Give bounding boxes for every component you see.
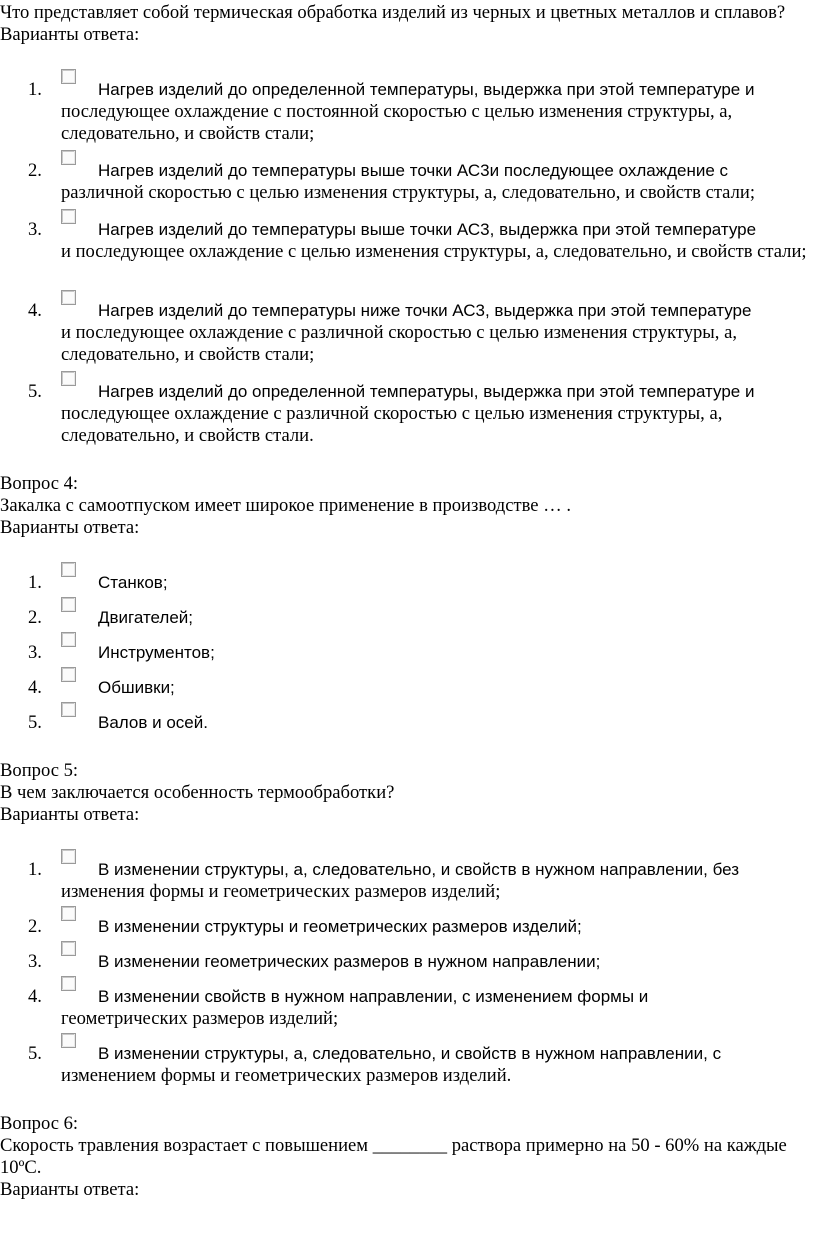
- answer-list: [0, 859, 816, 1087]
- answer-option: [0, 642, 816, 664]
- checkbox-icon[interactable]: [61, 702, 76, 717]
- question-block: [0, 760, 816, 1087]
- checkbox-icon[interactable]: [61, 667, 76, 682]
- answer-option: [0, 986, 816, 1030]
- answer-first-line: Нагрев изделий до температуры ниже точки АС3, выдержка при этой температуре: [98, 301, 752, 320]
- answer-rest: различной скоростью с целью изменения структуры, а, следовательно, и свойств стали;: [61, 182, 755, 203]
- answer-number: 5.: [28, 1043, 42, 1064]
- answer-first-line: Станков;: [98, 573, 168, 592]
- answer-option: [0, 607, 816, 629]
- answer-first-line: В изменении структуры и геометрических размеров изделий;: [98, 917, 582, 936]
- answer-first-line: Нагрев изделий до температуры выше точки АС3, выдержка при этой температуре: [98, 220, 757, 239]
- answer-option: [0, 300, 816, 366]
- checkbox-icon[interactable]: [61, 209, 76, 224]
- variants-label: Варианты ответа:: [0, 1179, 140, 1200]
- question-text: Закалка с самоотпуском имеет широкое применение в производстве … .: [0, 495, 572, 516]
- answer-option: [0, 712, 816, 734]
- question-text: Скорость травления возрастает с повышением ________ раствора примерно на 50 - 60% на каждые 10ºС.: [0, 1135, 787, 1178]
- checkbox-icon[interactable]: [61, 976, 76, 991]
- question-block: [0, 2, 816, 447]
- answer-option: [0, 572, 816, 594]
- answer-rest: и последующее охлаждение с различной скоростью с целью изменения структуры, а, следовательно, и свойств стали;: [61, 322, 737, 365]
- answer-first-line: В изменении геометрических размеров в нужном направлении;: [98, 952, 601, 971]
- answer-number: 3.: [28, 951, 42, 972]
- answer-number: 1.: [28, 859, 42, 880]
- answer-option: [0, 160, 816, 204]
- answer-first-line: В изменении структуры, а, следовательно, и свойств в нужном направлении, без: [98, 860, 740, 879]
- answer-number: 4.: [28, 300, 42, 321]
- answer-number: 3.: [28, 642, 42, 663]
- answer-first-line: Валов и осей.: [98, 713, 208, 732]
- answer-first-line: Двигателей;: [98, 608, 194, 627]
- answer-option: [0, 951, 816, 973]
- answer-number: 1.: [28, 79, 42, 100]
- question-header: Вопрос 5:: [0, 760, 79, 781]
- answer-first-line: Обшивки;: [98, 678, 175, 697]
- answer-first-line: Инструментов;: [98, 643, 215, 662]
- variants-label: Варианты ответа:: [0, 517, 140, 538]
- answer-option: [0, 1043, 816, 1087]
- checkbox-icon[interactable]: [61, 69, 76, 84]
- checkbox-icon[interactable]: [61, 371, 76, 386]
- question-header: Вопрос 4:: [0, 473, 79, 494]
- answer-number: 4.: [28, 677, 42, 698]
- answer-list: [0, 79, 816, 447]
- answer-first-line: В изменении свойств в нужном направлении, с изменением формы и: [98, 987, 649, 1006]
- question-block: [0, 473, 816, 734]
- answer-rest: изменения формы и геометрических размеров изделий;: [61, 881, 501, 902]
- answer-first-line: Нагрев изделий до определенной температуры, выдержка при этой температуре и: [98, 80, 755, 99]
- answer-option: [0, 79, 816, 145]
- checkbox-icon[interactable]: [61, 849, 76, 864]
- answer-number: 5.: [28, 712, 42, 733]
- checkbox-icon[interactable]: [61, 562, 76, 577]
- answer-option: [0, 677, 816, 699]
- checkbox-icon[interactable]: [61, 941, 76, 956]
- answer-number: 5.: [28, 381, 42, 402]
- answer-number: 1.: [28, 572, 42, 593]
- checkbox-icon[interactable]: [61, 1033, 76, 1048]
- answer-number: 2.: [28, 160, 42, 181]
- answer-rest: последующее охлаждение с постоянной скоростью с целью изменения структуры, а, следовательно, и свойств стали;: [61, 101, 733, 144]
- answer-option: [0, 381, 816, 447]
- checkbox-icon[interactable]: [61, 906, 76, 921]
- checkbox-icon[interactable]: [61, 290, 76, 305]
- answer-rest: геометрических размеров изделий;: [61, 1008, 339, 1029]
- checkbox-icon[interactable]: [61, 597, 76, 612]
- answer-option: [0, 219, 816, 285]
- answer-list: [0, 572, 816, 734]
- answer-number: 4.: [28, 986, 42, 1007]
- answer-rest: изменением формы и геометрических размеров изделий.: [61, 1065, 512, 1086]
- answer-number: 2.: [28, 607, 42, 628]
- checkbox-icon[interactable]: [61, 150, 76, 165]
- answer-first-line: Нагрев изделий до определенной температуры, выдержка при этой температуре и: [98, 382, 755, 401]
- variants-label: Варианты ответа:: [0, 24, 140, 45]
- answer-number: 3.: [28, 219, 42, 240]
- answer-option: [0, 859, 816, 903]
- answer-first-line: В изменении структуры, а, следовательно, и свойств в нужном направлении, с: [98, 1044, 722, 1063]
- answer-first-line: Нагрев изделий до температуры выше точки АС3и последующее охлаждение с: [98, 161, 729, 180]
- question-text: В чем заключается особенность термообработки?: [0, 782, 395, 803]
- answer-rest: и последующее охлаждение с целью изменения структуры, а, следовательно, и свойств стали;: [61, 241, 807, 262]
- answer-option: [0, 916, 816, 938]
- question-header: Вопрос 6:: [0, 1113, 79, 1134]
- question-text: Что представляет собой термическая обработка изделий из черных и цветных металлов и сплавов?: [0, 2, 786, 23]
- answer-number: 2.: [28, 916, 42, 937]
- question-block: [0, 1113, 816, 1201]
- checkbox-icon[interactable]: [61, 632, 76, 647]
- variants-label: Варианты ответа:: [0, 804, 140, 825]
- answer-rest: последующее охлаждение с различной скоростью с целью изменения структуры, а, следовательно, и свойств стали.: [61, 403, 723, 446]
